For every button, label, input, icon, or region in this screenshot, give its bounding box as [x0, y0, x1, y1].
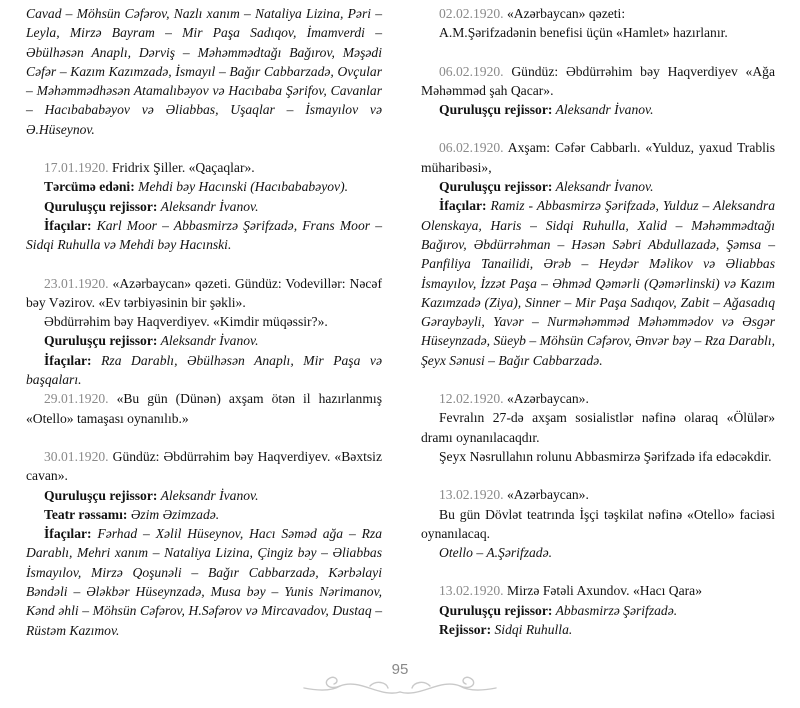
entry-30-01-1920: [26, 447, 382, 640]
entry-06-02-1920-day: [421, 62, 775, 120]
entry-title: Axşam: Cəfər Cabbarlı. «Yulduz, yaxud Trablis müharibəsi»,: [421, 140, 775, 175]
entry-heading: [26, 158, 382, 177]
director-line: [421, 601, 775, 620]
entry-heading: [421, 4, 775, 23]
entry-title: Fridrix Şiller. «Qaçaqlar».: [108, 160, 255, 176]
entry-date: 12.02.1920.: [439, 391, 504, 407]
entry-title: «Azərbaycan».: [503, 487, 589, 503]
artist-value: Əzim Əzimzadə.: [127, 506, 220, 522]
entry-heading: [421, 389, 775, 408]
entry-date: 30.01.1920.: [44, 448, 109, 464]
cast-label: İfaçılar:: [44, 352, 92, 368]
entry-title: Gündüz: Əbdürrəhim bəy Haqverdiyev «Ağa Məhəmməd şah Qacar».: [421, 63, 775, 98]
cast-line: [26, 351, 382, 390]
director-value: Aleksandr İvanov.: [552, 102, 654, 118]
entry-title: «Azərbaycan» qəzeti:: [503, 6, 626, 21]
translator-label: Tərcümə edəni:: [44, 179, 135, 195]
director-label: Quruluşçu rejissor:: [44, 487, 158, 503]
rejissor-line: [421, 620, 775, 639]
director-value: Aleksandr İvanov.: [157, 333, 259, 349]
director-value: Aleksandr İvanov.: [157, 487, 259, 503]
cast-value: Karl Moor – Abbasmirzə Şərifzadə, Frans Moor – Sidqi Ruhulla və Mehdi bəy Hacınski.: [26, 217, 382, 253]
director-label: Quruluşçu rejissor:: [439, 602, 553, 618]
cast-label: İfaçılar:: [44, 217, 92, 233]
director-value: Abbasmirzə Şərifzadə.: [552, 602, 678, 618]
rejissor-label: Rejissor:: [439, 622, 492, 638]
cast-line: [26, 524, 382, 640]
entry-title: «Azərbaycan» qəzeti. Gündüz: Vodevillər: Nəcəf bəy Vəzirov. «Ev tərbiyəsinin bir şəkli».: [26, 275, 382, 310]
entry-23-01-1920: [26, 274, 382, 390]
entry-date: 02.02.1920.: [439, 6, 504, 21]
entry-heading: [421, 485, 775, 504]
cast-value: Ramiz - Abbasmirzə Şərifzadə, Yulduz – Aleksandra Olenskaya, Haris – Sidqi Ruhulla, Xalid – Məhəmmədtağı Bağırov, Əbdürrəhman – Həsən Səbri Abdullazadə, Şəmsa – Panfiliya Tanailidi, Ərəb – Heydər Məlikov və Əliabbas İsmayılov, İzzət Paşa – Əhməd Qəmərli (Qəmərlinski) və Kazım Kazımzadə (Ziya), Sinner – Mir Paşa Sadıqov, Zabit – Ağasadıq Gəraybəyli, Yavər – Nurməhəmməd Məhəmmədov və Əsgər Hüseynzadə, Süeyb – Möhsün Cəfərov, Ənvər bəy – Rza Darablı, Şeyx Sənusi – Bağır Cabbarzadə.: [421, 198, 775, 368]
entry-date: 23.01.1920.: [44, 275, 109, 291]
entry-17-01-1920: [26, 158, 382, 254]
artist-label: Teatr rəssamı:: [44, 506, 128, 522]
entry-02-02-1920: [421, 4, 775, 43]
right-column: [421, 4, 775, 639]
entry-line: Şeyx Nəsrullahın rolunu Abbasmirzə Şərifzadə ifa edəcəkdir.: [439, 448, 772, 464]
entry-title: Gündüz: Əbdürrəhim bəy Haqverdiyev. «Bəxtsiz cavan».: [26, 448, 382, 484]
entry-29-01-1920: [26, 389, 382, 428]
cast-value: Rza Darablı, Əbülhəsən Anaplı, Mir Paşa və başqaları.: [26, 352, 382, 388]
entry-line: Otello – A.Şərifzadə.: [439, 545, 553, 561]
director-label: Quruluşçu rejissor:: [439, 179, 553, 195]
page-footer: [300, 660, 500, 700]
cast-line: [26, 216, 382, 255]
page-number: 95: [391, 661, 409, 678]
entry-date: 13.02.1920.: [439, 583, 504, 599]
director-line: [26, 197, 382, 216]
entry-line: Bu gün Dövlət teatrında İşçi təşkilat nəfinə «Otello» faciəsi oynanılacaq.: [421, 506, 775, 541]
entry-heading: [26, 389, 382, 428]
director-line: [26, 331, 382, 350]
cast-line: [421, 196, 775, 370]
director-line: [421, 177, 775, 196]
director-line: [421, 100, 775, 119]
cast-label: İfaçılar:: [44, 526, 92, 542]
entry-date: 17.01.1920.: [44, 160, 109, 176]
rejissor-value: Sidqi Ruhulla.: [491, 622, 573, 638]
director-label: Quruluşçu rejissor:: [44, 333, 158, 349]
entry-date: 13.02.1920.: [439, 487, 504, 503]
director-line: [26, 486, 382, 505]
director-value: Aleksandr İvanov.: [552, 179, 654, 195]
director-value: Aleksandr İvanov.: [157, 198, 259, 214]
entry-date: 29.01.1920.: [44, 391, 109, 407]
entry-13-02-1920-otello: [421, 485, 775, 562]
entry-heading: [26, 274, 382, 313]
entry-date: 06.02.1920.: [439, 63, 504, 79]
artist-line: [26, 505, 382, 524]
translator-value: Mehdi bəy Hacınski (Hacıbababəyov).: [134, 179, 348, 195]
entry-date: 06.02.1920.: [439, 140, 504, 156]
cast-label: İfaçılar:: [439, 198, 487, 214]
entry-title: Mirzə Fətəli Axundov. «Hacı Qara»: [503, 583, 703, 599]
entry-06-02-1920-evening: [421, 138, 775, 370]
entry-line: Fevralın 27-də axşam sosialistlər nəfinə olaraq «Ölülər» dramı oynanılacaqdır.: [421, 410, 775, 445]
entry-title: «Azərbaycan».: [503, 391, 589, 407]
entry-heading: [421, 138, 775, 177]
entry-13-02-1920-haci-qara: [421, 581, 775, 639]
entry-line: Əbdürrəhim bəy Haqverdiyev. «Kimdir müqəssir?».: [44, 314, 328, 330]
entry-heading: [421, 581, 775, 600]
left-column: [26, 4, 382, 640]
translator-line: [26, 177, 382, 196]
entry-heading: [421, 62, 775, 101]
entry-title: «Bu gün (Dünən) axşam ötən il hazırlanmış «Otello» tamaşası oynanılıb.»: [26, 391, 382, 426]
entry-heading: [26, 447, 382, 486]
director-label: Quruluşçu rejissor:: [44, 198, 158, 214]
entry-12-02-1920: [421, 389, 775, 466]
entry-line: A.M.Şərifzadənin benefisi üçün «Hamlet» hazırlanır.: [439, 25, 728, 41]
director-label: Quruluşçu rejissor:: [439, 102, 553, 118]
cast-continuation: Cavad – Möhsün Cəfərov, Nazlı xanım – Nataliya Lizina, Pəri – Leyla, Mirzə Bayram – Mir Paşa Sadıqov, İmamverdi – Əbülhəsən Anaplı, Dərviş – Məhəmmədtağı Bağırov, Məşədi Cəfər – Kazım Kazımzadə, İsmayıl – Bağır Cabbarzadə, Ovçular – Məhəmmədhəsən Atamalıbəyov və Hacıbaba Şərifov, Cavanlar – Hacıbababəyov və Əliabbas, Uşaqlar – İsmayılov və Ə.Hüseynov.: [26, 6, 382, 137]
cast-value: Fərhad – Xəlil Hüseynov, Hacı Səməd ağa – Rza Darablı, Mehri xanım – Nataliya Lizina, Çingiz bəy – Əliabbas İsmayılov, Mirzə Qoşunəli – Bağır Cabbarzadə, Kərbəlayi Bəndəli – Ələkbər Hüseynzadə, Musa bəy – Yunis Nərimanov, Kənd əhli – Möhsün Cəfərov, H.Səfərov və Mircavadov, Dustaq – Rüstəm Kazımov.: [26, 526, 382, 638]
